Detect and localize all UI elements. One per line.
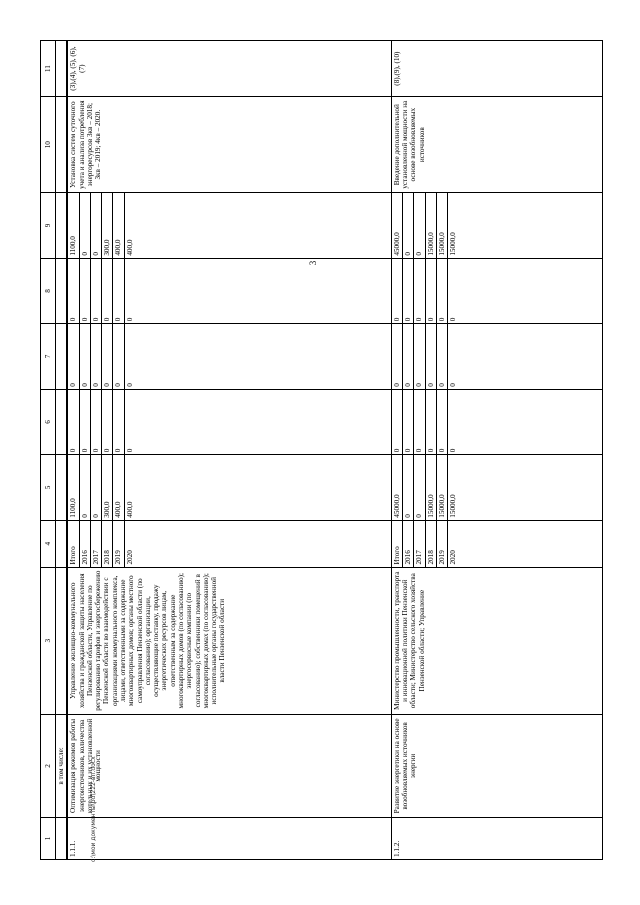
rotated-table-page <box>40 40 620 860</box>
year-cell: 2017 <box>90 520 101 567</box>
value-cell: 15000,0 <box>436 193 447 259</box>
value-cell: 0 <box>425 324 436 390</box>
year-cell: Итого <box>68 520 79 567</box>
value-cell: 0 <box>391 389 402 455</box>
value-cell: 0 <box>90 389 101 455</box>
col-header: 10 <box>41 97 56 193</box>
value-cell: 0 <box>414 389 425 455</box>
value-cell: 400,0 <box>113 455 124 521</box>
value-cell: 0 <box>102 389 113 455</box>
col-header: 5 <box>41 455 56 521</box>
value-cell: 0 <box>79 324 90 390</box>
year-cell: Итого <box>391 520 402 567</box>
table-row <box>391 41 402 860</box>
value-cell: 0 <box>68 258 79 324</box>
value-cell: 0 <box>436 258 447 324</box>
col-header: 9 <box>41 193 56 259</box>
value-cell: 0 <box>79 193 90 259</box>
item-indicators: (3),(4), (5), (6), (7) <box>68 41 391 97</box>
value-cell: 300,0 <box>102 455 113 521</box>
value-cell: 0 <box>414 455 425 521</box>
value-cell: 0 <box>68 324 79 390</box>
value-cell: 0 <box>402 324 413 390</box>
value-cell: 15000,0 <box>436 455 447 521</box>
program-body <box>67 40 603 860</box>
value-cell: 0 <box>391 324 402 390</box>
table-row <box>68 41 79 860</box>
year-cell: 2017 <box>414 520 425 567</box>
year-cell: 2018 <box>425 520 436 567</box>
value-cell: 0 <box>402 258 413 324</box>
value-cell: 0 <box>448 324 603 390</box>
value-cell: 0 <box>79 258 90 324</box>
page-number: 3 <box>308 260 318 266</box>
value-cell: 0 <box>448 389 603 455</box>
value-cell: 0 <box>402 455 413 521</box>
value-cell: 0 <box>436 324 447 390</box>
value-cell: 0 <box>113 389 124 455</box>
value-cell: 0 <box>90 455 101 521</box>
item-executors: Управление жилищно-коммунального хозяйства и гражданской защиты населения Пензенской области, Управление по регулированию тарифов и энергосбережению Пензенской области во взаимодействии с организациями коммунального комплекса, лицами, ответственными за содержание многоквартирных домов; органы местного самоуправления Пензенской области (по согласованию); организации, осуществляющие поставку, продажу энергетических ресурсов лицам, ответственным за содержание многоквартирных домов (по согласованию); энергосервисные компании (по согласованию); собственники помещений в многоквартирных домах (по согласованию); исполнительные органы государственной власти Пензенской области <box>68 567 391 714</box>
col-header: 8 <box>41 258 56 324</box>
col-header: 2 <box>41 714 56 817</box>
year-cell: 2016 <box>402 520 413 567</box>
item-result: Введение дополнительной установленной мощности на основе возобновляемых источников <box>391 97 602 193</box>
item-indicators: (8),(9), (10) <box>391 41 602 97</box>
value-cell: 400,0 <box>124 193 391 259</box>
item-number: 1.1.1. <box>68 817 391 859</box>
col-header: 1 <box>41 817 56 859</box>
value-cell: 1100,0 <box>68 193 79 259</box>
value-cell: 0 <box>79 389 90 455</box>
col-header: 7 <box>41 324 56 390</box>
value-cell: 0 <box>414 324 425 390</box>
value-cell: 0 <box>79 455 90 521</box>
value-cell: 0 <box>414 193 425 259</box>
value-cell: 0 <box>113 258 124 324</box>
intro-text: в том числе: <box>56 714 67 817</box>
item-number: 1.1.2. <box>391 817 602 859</box>
value-cell: 0 <box>425 258 436 324</box>
value-cell: 0 <box>124 389 391 455</box>
value-cell: 0 <box>102 258 113 324</box>
value-cell: 45000,0 <box>391 193 402 259</box>
col-header: 3 <box>41 567 56 714</box>
col-header: 11 <box>41 41 56 97</box>
year-cell: 2018 <box>102 520 113 567</box>
value-cell: 0 <box>124 258 391 324</box>
value-cell: 0 <box>425 389 436 455</box>
value-cell: 400,0 <box>124 455 391 521</box>
year-cell: 2020 <box>448 520 603 567</box>
year-cell: 2016 <box>79 520 90 567</box>
value-cell: 15000,0 <box>448 193 603 259</box>
value-cell: 15000,0 <box>448 455 603 521</box>
value-cell: 0 <box>90 324 101 390</box>
value-cell: 15000,0 <box>425 193 436 259</box>
value-cell: 0 <box>90 258 101 324</box>
value-cell: 0 <box>68 389 79 455</box>
item-name: Оптимизация режимов работы энергоисточников, количества котельных и их установленной мощности <box>68 714 391 817</box>
value-cell: 300,0 <box>102 193 113 259</box>
header-row <box>41 41 56 860</box>
file-path-footer: с:\мои документы\pd\222-вп.docx <box>90 756 97 862</box>
intro-row <box>56 41 67 860</box>
value-cell: 0 <box>102 324 113 390</box>
program-table <box>40 40 67 860</box>
year-cell: 2019 <box>436 520 447 567</box>
item-name: Развитие энергетики на основе возобновляемых источников энергии <box>391 714 602 817</box>
value-cell: 0 <box>402 389 413 455</box>
value-cell: 45000,0 <box>391 455 402 521</box>
year-cell: 2020 <box>124 520 391 567</box>
col-header: 6 <box>41 389 56 455</box>
value-cell: 0 <box>448 258 603 324</box>
value-cell: 15000,0 <box>425 455 436 521</box>
value-cell: 0 <box>414 258 425 324</box>
value-cell: 0 <box>90 193 101 259</box>
value-cell: 0 <box>391 258 402 324</box>
value-cell: 0 <box>402 193 413 259</box>
value-cell: 0 <box>113 324 124 390</box>
item-executors: Министерство промышленности, транспорта и инновационной политики Пензенской области; Министерство сельского хозяйства Пензенской области; Управление <box>391 567 602 714</box>
value-cell: 0 <box>124 324 391 390</box>
item-result: Установка систем суточного учета и анализа потребления энергоресурсов 3кв – 2018; 3кв – 2019; 4кв – 2020. <box>68 97 391 193</box>
value-cell: 400,0 <box>113 193 124 259</box>
value-cell: 0 <box>436 389 447 455</box>
year-cell: 2019 <box>113 520 124 567</box>
value-cell: 1100,0 <box>68 455 79 521</box>
col-header: 4 <box>41 520 56 567</box>
